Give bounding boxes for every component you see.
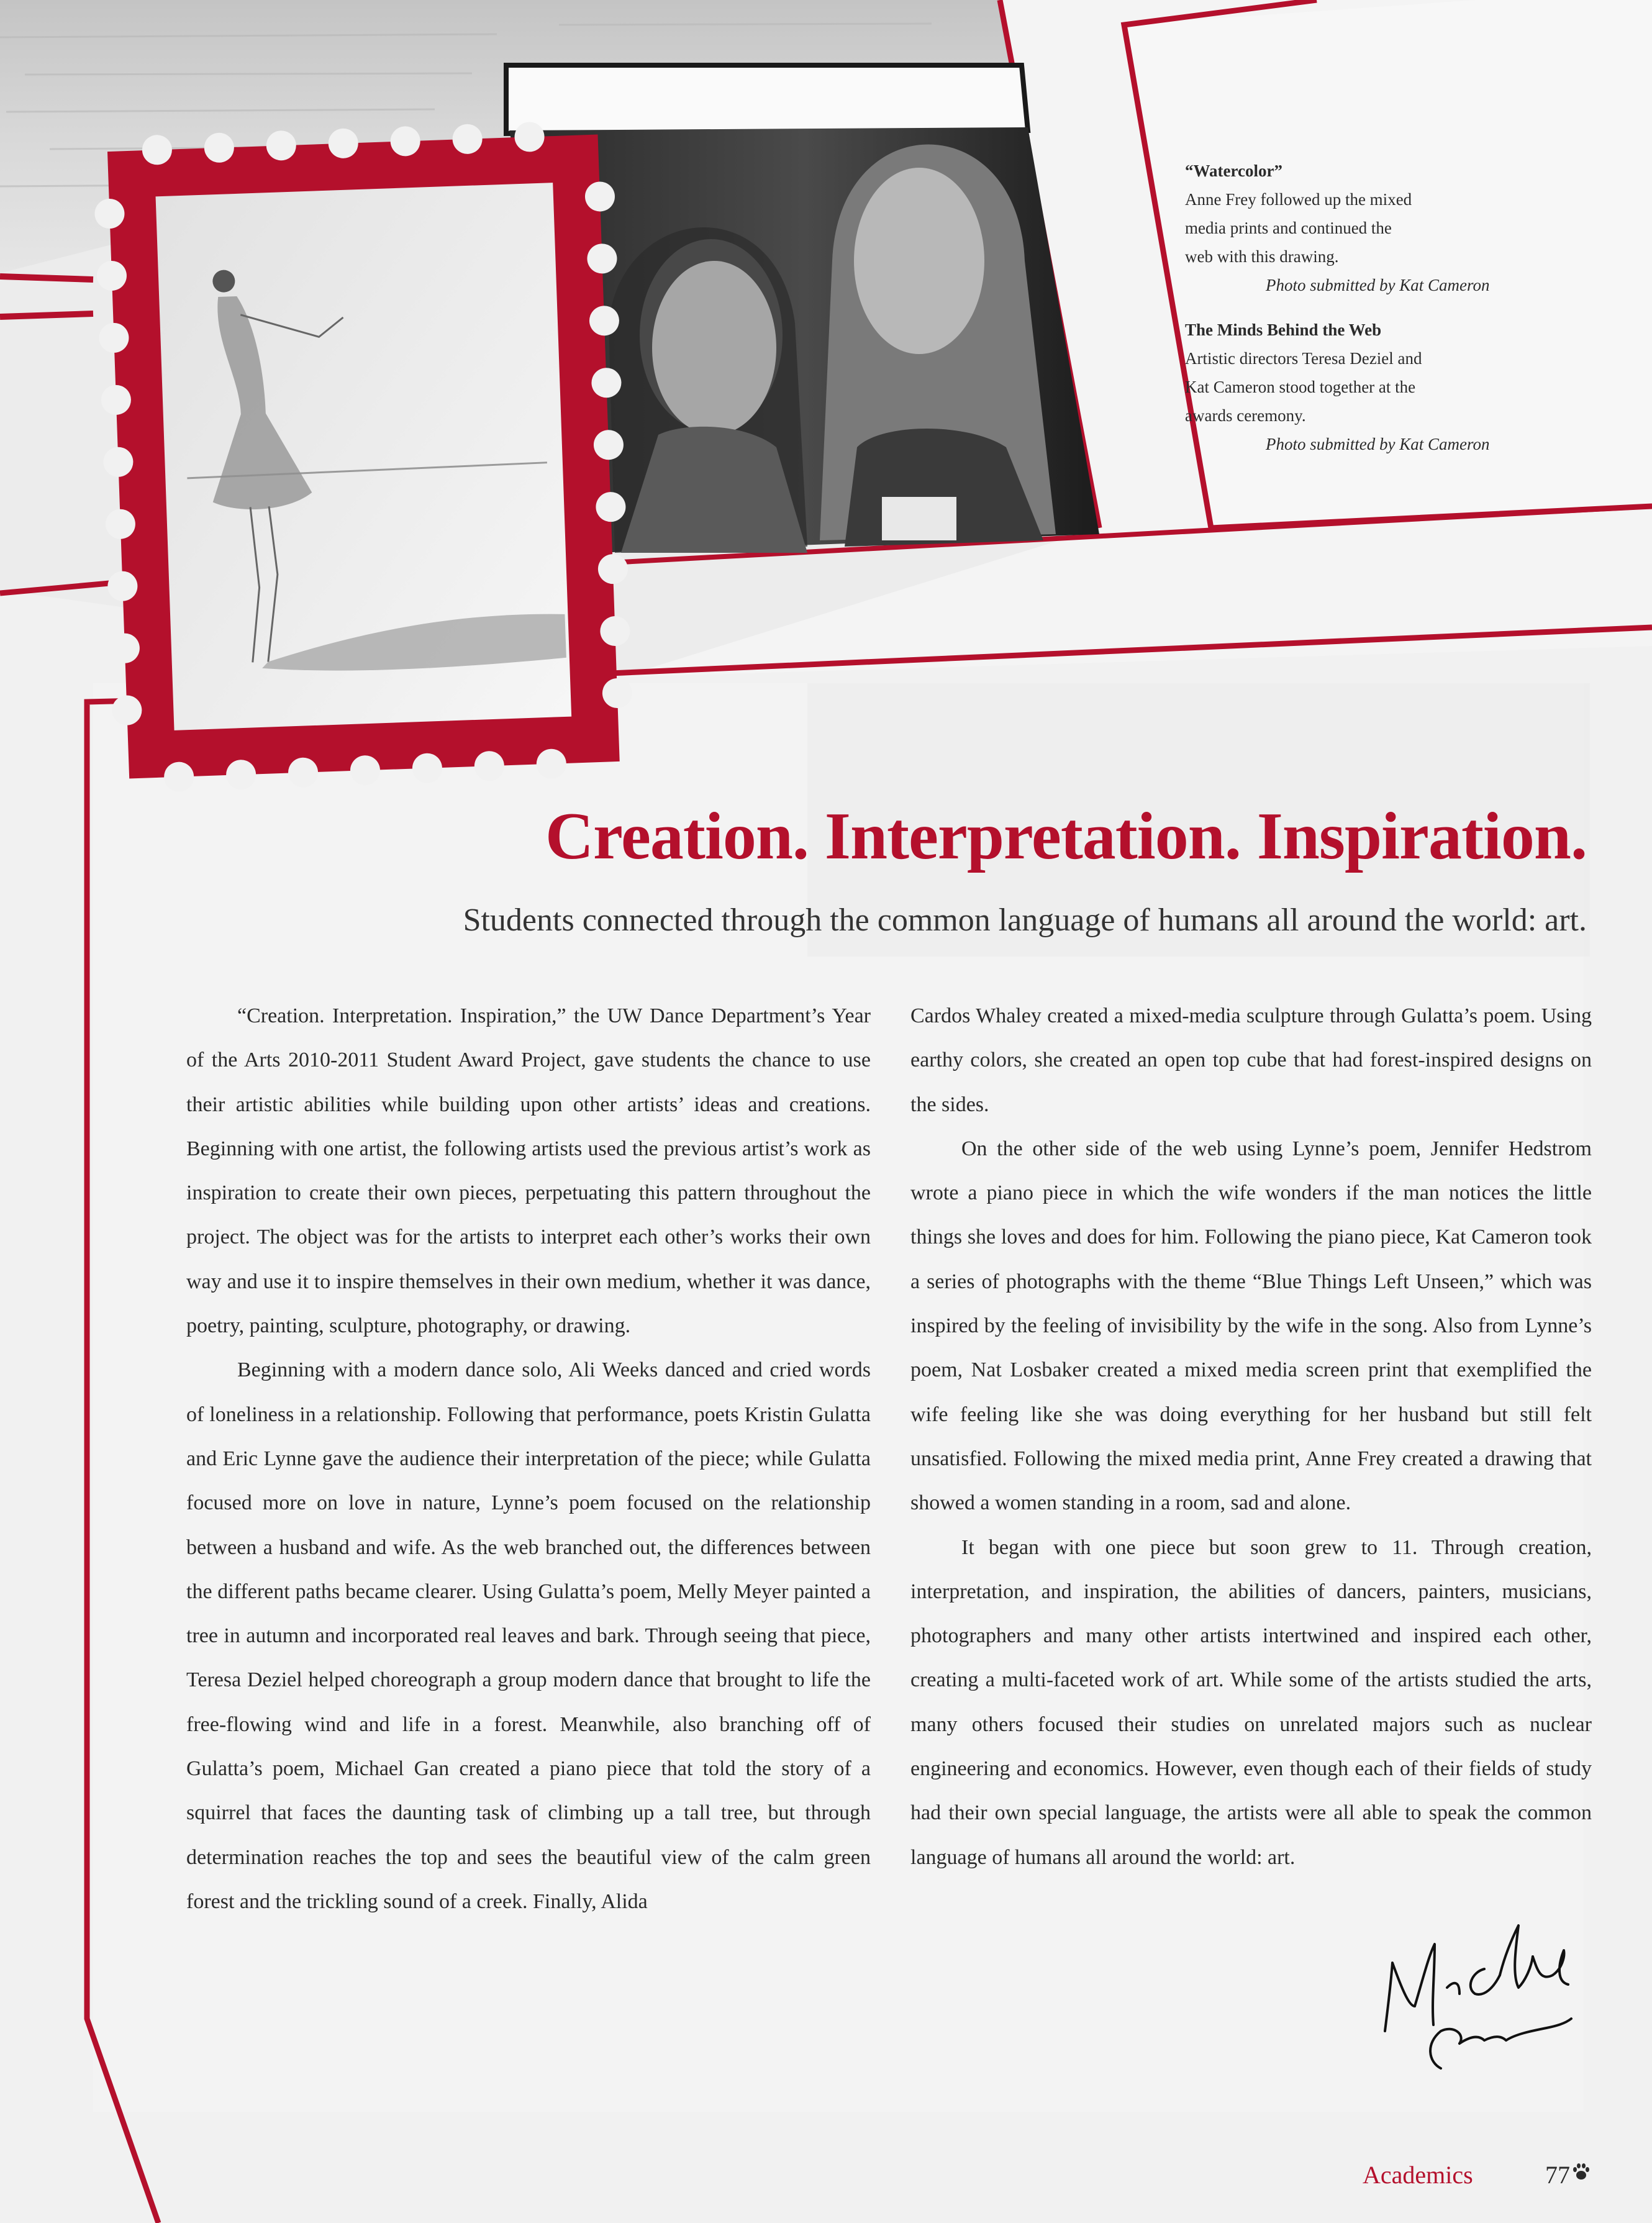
body-paragraph: It began with one piece but soon grew to 11. Through creation, interpretation, and inspiration, the abilities of dancers, painters, musicians, photographers and many other artists intertwined and inspired each other, creating a multi-faceted work of art. While some of the artists studied the arts, many others focused their studies on unrelated majors such as nuclear engineering and economics. However, even though each of their fields of study had their own special language, the artists were all able to speak the common language of humans all around the world: art. [910,1535,1592,1869]
minds-caption [1185,316,1545,458]
watercolor-caption [1185,157,1545,299]
body-paragraph: Beginning with a modern dance solo, Ali Weeks danced and cried words of loneliness in a relationship. Following that performance, poets Kristin Gulatta and Eric Lynne gave the audience their interpretation of the piece; while Gulatta focused more on love in nature, Lynne’s poem focused on the relationship between a husband and wife. As the web branched out, the differences between the different paths became clearer. Using Gulatta’s poem, Melly Meyer painted a tree in autumn and incorporated real leaves and bark. Through seeing that piece, Teresa Deziel helped choreograph a group modern dance that brought to life the free-flowing wind and life in a forest. Meanwhile, also branching off of Gulatta’s poem, Michael Gan created a piano piece that told the story of a squirrel that faces the daunting task of climbing up a tall tree, but through determination reaches the top and sees the beautiful view of the calm green forest and the trickling sound of a creek. Finally, Alida [186,1358,871,1913]
article-column-1 [186,994,871,1924]
watercolor-caption-title: “Watercolor” [1185,161,1282,180]
footer-section-label: Academics [1363,2161,1473,2189]
author-signature [1366,1913,1577,2087]
minds-caption-line: Kat Cameron stood together at the [1185,378,1416,396]
watercolor-caption-line: Anne Frey followed up the mixed [1185,190,1412,209]
watercolor-stamp [92,119,635,794]
body-paragraph: On the other side of the web using Lynne’s poem, Jennifer Hedstrom wrote a piano piece in which the wife wonders if the man notices the little things she loves and does for him. Following the piano piece, Kat Cameron took a series of photographs with the theme “Blue Things Left Unseen,” which was inspired by the feeling of invisibility by the wife in the song. Also from Lynne’s poem, Nat Losbaker created a mixed media screen print that exemplified the wife feeling like she was doing everything for her husband but still felt unsatisfied. Following the mixed media print, Anne Frey created a drawing that showed a women standing in a room, sad and alone. [910,1137,1592,1515]
page-number: 77 [1545,2161,1570,2189]
article-column-2 [910,994,1592,1880]
body-paragraph: “Creation. Interpretation. Inspiration,” the UW Dance Department’s Year of the Arts 2010-2011 Student Award Project, gave students the chance to use their artistic abilities while building upon other artists’ ideas and creations. Beginning with one artist, the following artists used the previous artist’s work as inspiration to create their own pieces, perpetuating this pattern throughout the project. The object was for the artists to interpret each other’s works their own way and use it to inspire themselves in their own medium, whether it was dance, poetry, painting, sculpture, photography, or drawing. [186,1004,871,1338]
minds-caption-line: awards ceremony. [1185,406,1306,425]
article-headline: Creation. Interpretation. Inspiration. [545,799,1587,873]
body-paragraph: Cardos Whaley created a mixed-media sculpture through Gulatta’s poem. Using earthy colors, she created an open top cube that had forest-inspired designs on the sides. [910,1004,1592,1116]
minds-photo-credit: Photo submitted by Kat Cameron [1266,435,1490,453]
photo-captions [1185,157,1545,475]
paw-print-icon [1571,2162,1591,2181]
watercolor-caption-line: web with this drawing. [1185,247,1339,266]
article-subhead: Students connected through the common language of humans all around the world: art. [463,902,1587,938]
watercolor-caption-line: media prints and continued the [1185,219,1392,237]
minds-caption-line: Artistic directors Teresa Deziel and [1185,349,1422,368]
watercolor-photo-credit: Photo submitted by Kat Cameron [1266,276,1490,294]
minds-caption-title: The Minds Behind the Web [1185,320,1382,339]
